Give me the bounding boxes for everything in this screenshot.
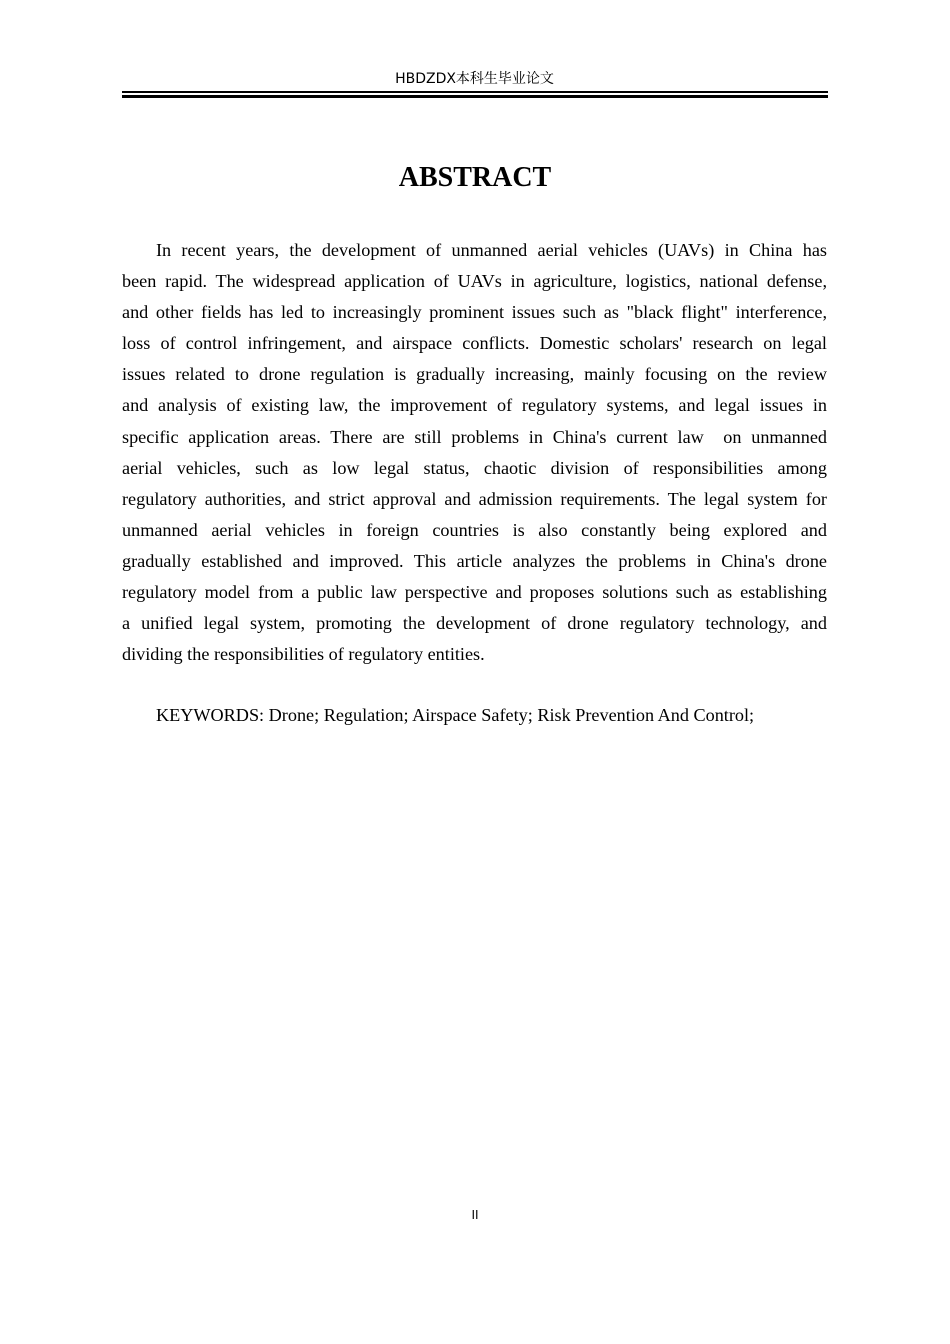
abstract-line: loss of control infringement, and airspace conflicts. Domestic scholars' research on legal <box>122 333 827 354</box>
header-rule-thin <box>122 91 828 93</box>
abstract-line: and analysis of existing law, the improvement of regulatory systems, and legal issues in <box>122 395 827 416</box>
abstract-line: unmanned aerial vehicles in foreign countries is also constantly being explored and <box>122 519 827 540</box>
abstract-line: issues related to drone regulation is gradually increasing, mainly focusing on the review <box>122 364 827 385</box>
abstract-paragraph <box>122 235 827 670</box>
abstract-line: dividing the responsibilities of regulatory entities. <box>122 644 485 665</box>
abstract-line: regulatory model from a public law perspective and proposes solutions such as establishing <box>122 582 827 603</box>
abstract-line: specific application areas. There are still problems in China's current law on unmanned <box>122 426 827 447</box>
keywords: KEYWORDS: Drone; Regulation; Airspace Safety; Risk Prevention And Control; <box>156 705 755 725</box>
abstract-line: been rapid. The widespread application of UAVs in agriculture, logistics, national defense, <box>122 271 827 292</box>
page-header: HBDZDX本科生毕业论文 <box>395 71 554 87</box>
abstract-line: aerial vehicles, such as low legal status, chaotic division of responsibilities among <box>122 457 827 478</box>
abstract-line: a unified legal system, promoting the development of drone regulatory technology, and <box>122 613 827 634</box>
abstract-line: regulatory authorities, and strict approval and admission requirements. The legal system for <box>122 488 827 509</box>
page-title: ABSTRACT <box>398 162 552 193</box>
abstract-line: and other fields has led to increasingly prominent issues such as "black flight" interference, <box>122 302 827 323</box>
header-rule-thick <box>122 95 828 98</box>
page-number: II <box>471 1208 479 1222</box>
abstract-line: gradually established and improved. This article analyzes the problems in China's drone <box>122 550 827 571</box>
abstract-line: In recent years, the development of unmanned aerial vehicles (UAVs) in China has <box>156 240 827 260</box>
